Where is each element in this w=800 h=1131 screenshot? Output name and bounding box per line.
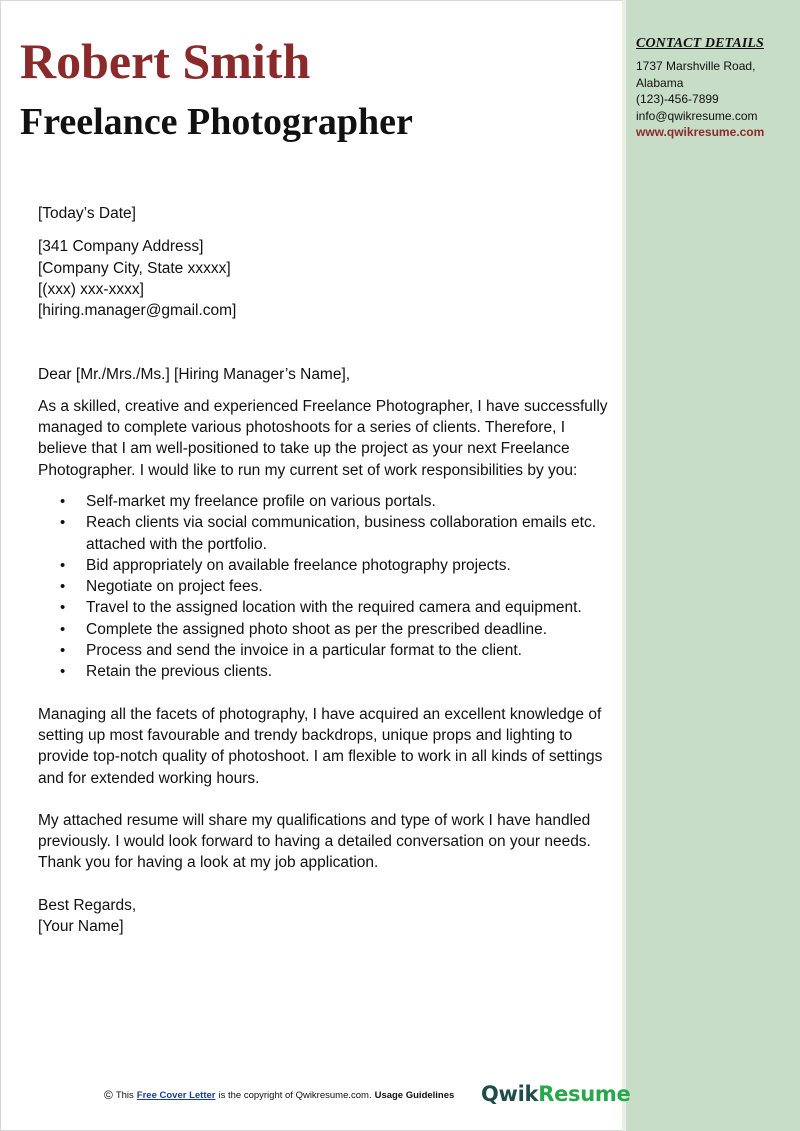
recipient-phone: [(xxx) xxx-xxxx] [38, 280, 144, 298]
body-paragraph-3: My attached resume will share my qualifications and type of work I have handled previously. I would look forward to having a detailed conversation on your needs. Thank you for having a look at my job application. [38, 811, 591, 872]
footer-copyright-text: is the copyright of Qwikresume.com. [218, 1089, 372, 1101]
list-item: • Travel to the assigned location with the required camera and equipment. [86, 597, 608, 618]
list-item: • Process and send the invoice in a particular format to the client. [86, 640, 608, 661]
contact-website[interactable]: www.qwikresume.com [636, 125, 765, 139]
letter-date: [Today’s Date] [38, 205, 136, 222]
contact-sidebar [622, 0, 800, 1131]
logo-resume: Resume [538, 1082, 631, 1106]
recipient-city: [Company City, State xxxxx] [38, 259, 231, 277]
free-cover-letter-link[interactable]: Free Cover Letter [136, 1089, 216, 1101]
intro-paragraph: As a skilled, creative and experienced Freelance Photographer, I have successfully managed to complete various photoshoots for a series of clients. Therefore, I believe that I am well-positioned to take up the project as your next Freelance Photographer. I would like to run my current set of work responsibilities by you: [38, 397, 608, 479]
list-item: • Self-market my freelance profile on various portals. [86, 491, 608, 512]
list-item: • Negotiate on project fees. [86, 576, 608, 597]
qwikresume-logo[interactable] [481, 1082, 630, 1106]
contact-email[interactable]: info@qwikresume.com [636, 108, 758, 123]
letter-body [38, 203, 608, 937]
copyright-footer [104, 1088, 454, 1102]
list-item: • Complete the assigned photo shoot as per the prescribed deadline. [86, 619, 608, 640]
body-paragraph-2: Managing all the facets of photography, I have acquired an excellent knowledge of setting up most favourable and trendy backdrops, unique props and lighting to provide top-notch quality of photoshoot. I am flexible to work in all kinds of settings and for extended working hours. [38, 705, 603, 787]
copyright-icon: © [104, 1088, 113, 1102]
closing: Best Regards, [38, 896, 137, 914]
contact-heading: CONTACT DETAILS [636, 36, 764, 51]
signature: [Your Name] [38, 918, 124, 936]
contact-address-line1: 1737 Marshville Road, [636, 59, 756, 73]
recipient-address: [341 Company Address] [38, 238, 204, 256]
recipient-email: [hiring.manager@gmail.com] [38, 302, 237, 320]
salutation: Dear [Mr./Mrs./Ms.] [Hiring Manager’s Name], [38, 366, 351, 384]
list-item: • Reach clients via social communication, business collaboration emails etc. attached with the portfolio. [86, 512, 608, 555]
responsibilities-list [38, 491, 608, 683]
candidate-name: Robert Smith [20, 33, 311, 89]
list-item: • Bid appropriately on available freelance photography projects. [86, 555, 608, 576]
contact-phone: (123)-456-7899 [636, 92, 719, 106]
usage-guidelines-link[interactable]: Usage Guidelines [374, 1089, 455, 1101]
footer-this: This [115, 1089, 134, 1101]
logo-qwik: Qwik [481, 1082, 539, 1106]
contact-address-line2: Alabama [636, 75, 684, 90]
list-item: • Retain the previous clients. [86, 661, 608, 682]
job-title: Freelance Photographer [20, 101, 413, 143]
